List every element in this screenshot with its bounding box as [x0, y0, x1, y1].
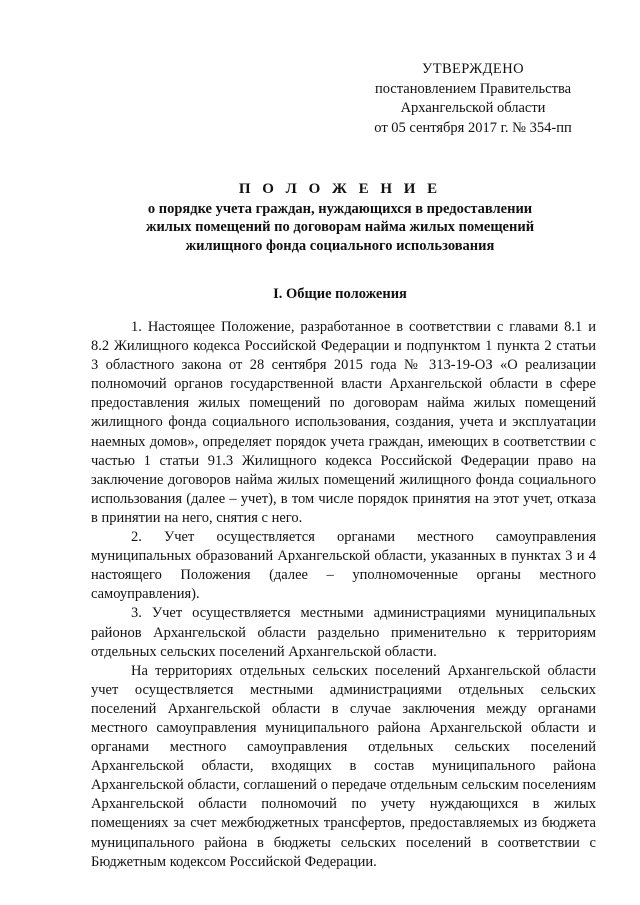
document-title: П О Л О Ж Е Н И Е	[238, 181, 442, 197]
document-body	[91, 318, 596, 872]
approval-stamp-line-1: постановлением Правительства	[374, 80, 572, 97]
paragraph-4: На территориях отдельных сельских поселений Архангельской области учет осуществляется местными администрациями отдельных сельских поселений Архангельской области в случае заключения между органами местного самоуправления муниципального района Архангельской области и органами местного самоуправления отдельных сельских поселений Архангельской области, входящих в состав муниципального района Архангельской области, соглашений о передаче отдельным сельским поселениям Архангельской области полномочий по учету нуждающихся в жилых помещениях за счет межбюджетных трансфертов, предоставляемых из бюджета муниципального района в бюджеты сельских поселений в соответствии с Бюджетным кодексом Российской Федерации.	[91, 662, 596, 870]
approval-stamp-title: УТВЕРЖДЕНО	[422, 61, 524, 77]
paragraph-3: 3. Учет осуществляется местными администрациями муниципальных районов Архангельской области раздельно применительно к территориям отдельных сельских поселений Архангельской области.	[91, 605, 596, 660]
approval-stamp	[358, 60, 588, 138]
approval-stamp-line-3: от 05 сентября 2017 г. № 354-пп	[374, 119, 572, 136]
paragraph-2: 2. Учет осуществляется органами местного самоуправления муниципальных образований Архангельской области, указанных в пунктах 3 и 4 настоящего Положения (далее – уполномоченные органы местного самоуправления).	[91, 529, 596, 603]
document-subtitle-line-2: жилых помещений по договорам найма жилых помещений	[145, 219, 535, 235]
approval-stamp-line-2: Архангельской области	[400, 100, 546, 116]
document-subtitle-line-1: о порядке учета граждан, нуждающихся в предоставлении	[147, 200, 533, 217]
document-title-block	[90, 180, 590, 255]
paragraph-1: 1. Настоящее Положение, разработанное в соответствии с главами 8.1 и 8.2 Жилищного кодекса Российской Федерации и подпунктом 1 пункта 2 статьи 3 областного закона от 28 сентября 2015 года № 313-19-ОЗ «О реализации полномочий органов государственной власти Архангельской области в сфере предоставления жилых помещений по договорам найма жилых помещений жилищного фонда социального использования, создания, учета и эксплуатации наемных домов», определяет порядок учета граждан, имеющих в соответствии с частью 1 статьи 91.3 Жилищного кодекса Российской Федерации право на заключение договоров найма жилых помещений жилищного фонда социального использования (далее – учет), в том числе порядок принятия на этот учет, отказа в принятии на него, снятия с него.	[91, 319, 596, 526]
document-subtitle-line-3: жилищного фонда социального использования	[185, 237, 495, 254]
section-heading: I. Общие положения	[273, 286, 407, 302]
